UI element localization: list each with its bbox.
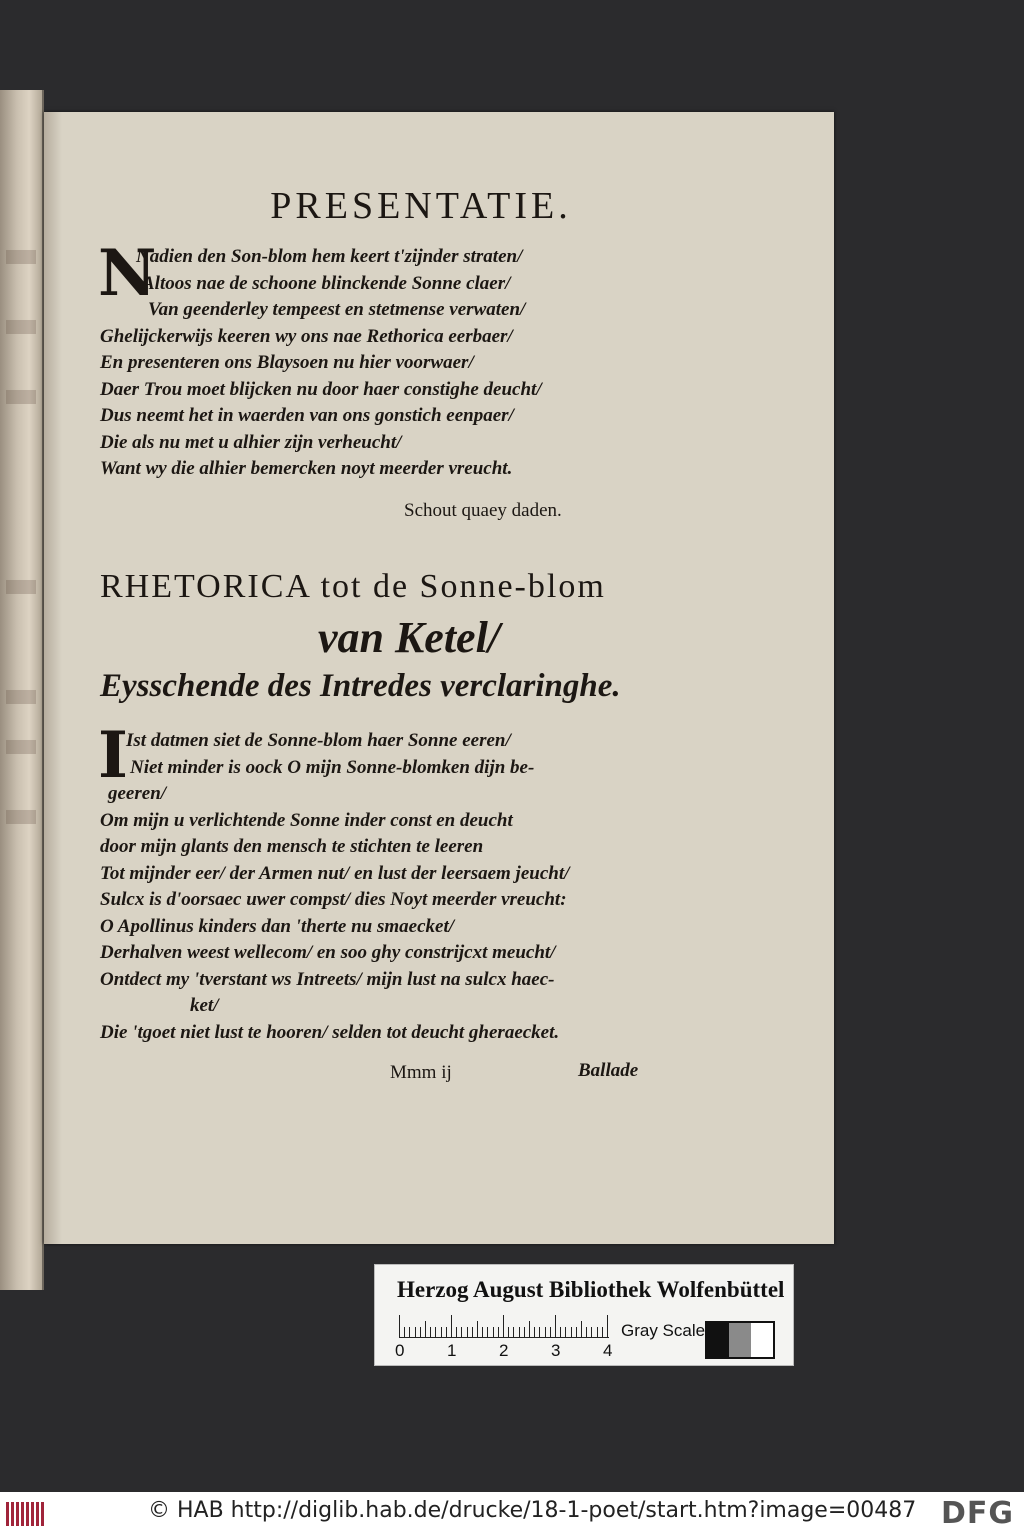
- swatch-white: [751, 1323, 773, 1357]
- ruler-tick: [576, 1327, 577, 1337]
- ruler-tick: [539, 1327, 540, 1337]
- color-calibration-card: [374, 1264, 794, 1366]
- ruler-tick: [467, 1327, 468, 1337]
- swatch-black: [707, 1323, 729, 1357]
- ruler-tick: [581, 1321, 582, 1337]
- verse-line: Ontdect my 'tverstant ws Intreets/ mijn lust na sulcx haec-: [100, 968, 555, 990]
- scale-number: 0: [395, 1341, 405, 1360]
- rhetorica-verse: [100, 728, 720, 1046]
- scale-number: 4: [603, 1341, 613, 1360]
- ruler-tick: [602, 1327, 603, 1337]
- verse-line: O Apollinus kinders dan 'therte nu smaecket/: [100, 915, 455, 937]
- ruler-tick: [451, 1315, 452, 1337]
- ruler-tick: [472, 1327, 473, 1337]
- page-title: PRESENTATIE.: [270, 185, 572, 227]
- ruler-tick: [430, 1327, 431, 1337]
- copyright-link[interactable]: © HAB http://diglib.hab.de/drucke/18-1-poet/start.htm?image=00487: [148, 1498, 917, 1523]
- gray-scale-swatch: [705, 1321, 775, 1359]
- barcode-icon: [6, 1502, 46, 1526]
- verse-line: Nadien den Son-blom hem keert t'zijnder straten/: [136, 246, 523, 267]
- ruler-tick: [446, 1327, 447, 1337]
- verse-line: Ghelijckerwijs keeren wy ons nae Rethorica eerbaer/: [100, 325, 513, 347]
- verse-line: Altoos nae de schoone blinckende Sonne claer/: [142, 272, 511, 294]
- ruler-tick: [597, 1327, 598, 1337]
- ruler-tick: [508, 1327, 509, 1337]
- verse-line: Derhalven weest wellecom/ en soo ghy constrijcxt meucht/: [100, 942, 556, 963]
- verse-line: Daer Trou moet blijcken nu door haer constighe deucht/: [100, 378, 542, 400]
- scale-number: 1: [447, 1341, 457, 1360]
- ruler-tick: [586, 1327, 587, 1337]
- ruler-tick: [571, 1327, 572, 1337]
- verse-line: Van geenderley tempeest en stetmense verwaten/: [148, 299, 526, 320]
- scale-ruler: [399, 1315, 609, 1338]
- ruler-tick: [555, 1315, 556, 1337]
- ruler-tick: [456, 1327, 457, 1337]
- ruler-tick: [409, 1327, 410, 1337]
- ruler-tick: [529, 1321, 530, 1337]
- ruler-tick: [477, 1321, 478, 1337]
- ruler-tick: [607, 1315, 608, 1337]
- previous-page-edge: [0, 90, 44, 1290]
- ruler-tick: [591, 1327, 592, 1337]
- verse-line: Niet minder is oock O mijn Sonne-blomken dijn be-: [130, 756, 535, 778]
- footer-bar: [0, 1492, 1024, 1535]
- ruler-tick: [425, 1321, 426, 1337]
- library-name: Herzog August Bibliothek Wolfenbüttel: [397, 1277, 785, 1302]
- ruler-tick: [545, 1327, 546, 1337]
- ruler-tick: [498, 1327, 499, 1337]
- ruler-tick: [560, 1327, 561, 1337]
- verse-line: Tot mijnder eer/ der Armen nut/ en lust der leersaem jeucht/: [100, 862, 570, 884]
- verse-line: Want wy die alhier bemercken noyt meerder vreucht.: [100, 458, 513, 479]
- scale-number: 2: [499, 1341, 509, 1360]
- verse-line: Die 'tgoet niet lust te hooren/ selden tot deucht gheraecket.: [100, 1021, 560, 1043]
- ruler-tick: [513, 1327, 514, 1337]
- ruler-tick: [487, 1327, 488, 1337]
- section-subtitle: van Ketel/: [317, 613, 501, 662]
- section-subtitle-2: Eysschende des Intredes verclaringhe.: [100, 668, 621, 704]
- ruler-tick: [565, 1327, 566, 1337]
- presentatie-verse: [98, 236, 720, 483]
- ruler-tick: [550, 1327, 551, 1337]
- verse-line: Sulcx is d'oorsaec uwer compst/ dies Noyt meerder vreucht:: [100, 889, 567, 910]
- ruler-tick: [493, 1327, 494, 1337]
- verse-line: Die als nu met u alhier zijn verheucht/: [100, 431, 402, 453]
- catchword: Ballade: [578, 1060, 639, 1081]
- verse-line: door mijn glants den mensch te stichten te leeren: [100, 836, 484, 857]
- verse-line: geeren/: [108, 783, 167, 804]
- ruler-tick: [461, 1327, 462, 1337]
- swatch-gray: [729, 1323, 751, 1357]
- ruler-tick: [404, 1327, 405, 1337]
- ruler-tick: [441, 1327, 442, 1337]
- verse-line: Ist datmen siet de Sonne-blom haer Sonne eeren/: [126, 730, 511, 751]
- gray-scale-label: Gray Scale: [621, 1321, 706, 1340]
- verse-line: ket/: [190, 995, 219, 1016]
- ruler-tick: [415, 1327, 416, 1337]
- drop-cap-n: N: [98, 236, 157, 311]
- scale-number: 3: [551, 1341, 561, 1360]
- ruler-tick: [503, 1315, 504, 1337]
- ruler-tick: [420, 1327, 421, 1337]
- page-gutter: [44, 112, 62, 1244]
- verse-line: En presenteren ons Blaysoen nu hier voorwaer/: [100, 352, 474, 373]
- section-title: RHETORICA tot de Sonne-blom: [100, 568, 606, 605]
- dfg-logo: DFG: [940, 1496, 1014, 1531]
- ruler-tick: [435, 1327, 436, 1337]
- ruler-tick: [524, 1327, 525, 1337]
- motto: Schout quaey daden.: [404, 500, 562, 521]
- ruler-tick: [519, 1327, 520, 1337]
- ruler-tick: [482, 1327, 483, 1337]
- ruler-tick: [534, 1327, 535, 1337]
- drop-cap-i: I: [98, 718, 128, 793]
- verse-line: Om mijn u verlichtende Sonne inder const en deucht: [100, 809, 513, 831]
- book-page: [44, 112, 834, 1244]
- ruler-tick: [399, 1315, 400, 1337]
- signature-mark: Mmm ij: [390, 1062, 452, 1083]
- verse-line: Dus neemt het in waerden van ons gonstich eenpaer/: [100, 405, 514, 426]
